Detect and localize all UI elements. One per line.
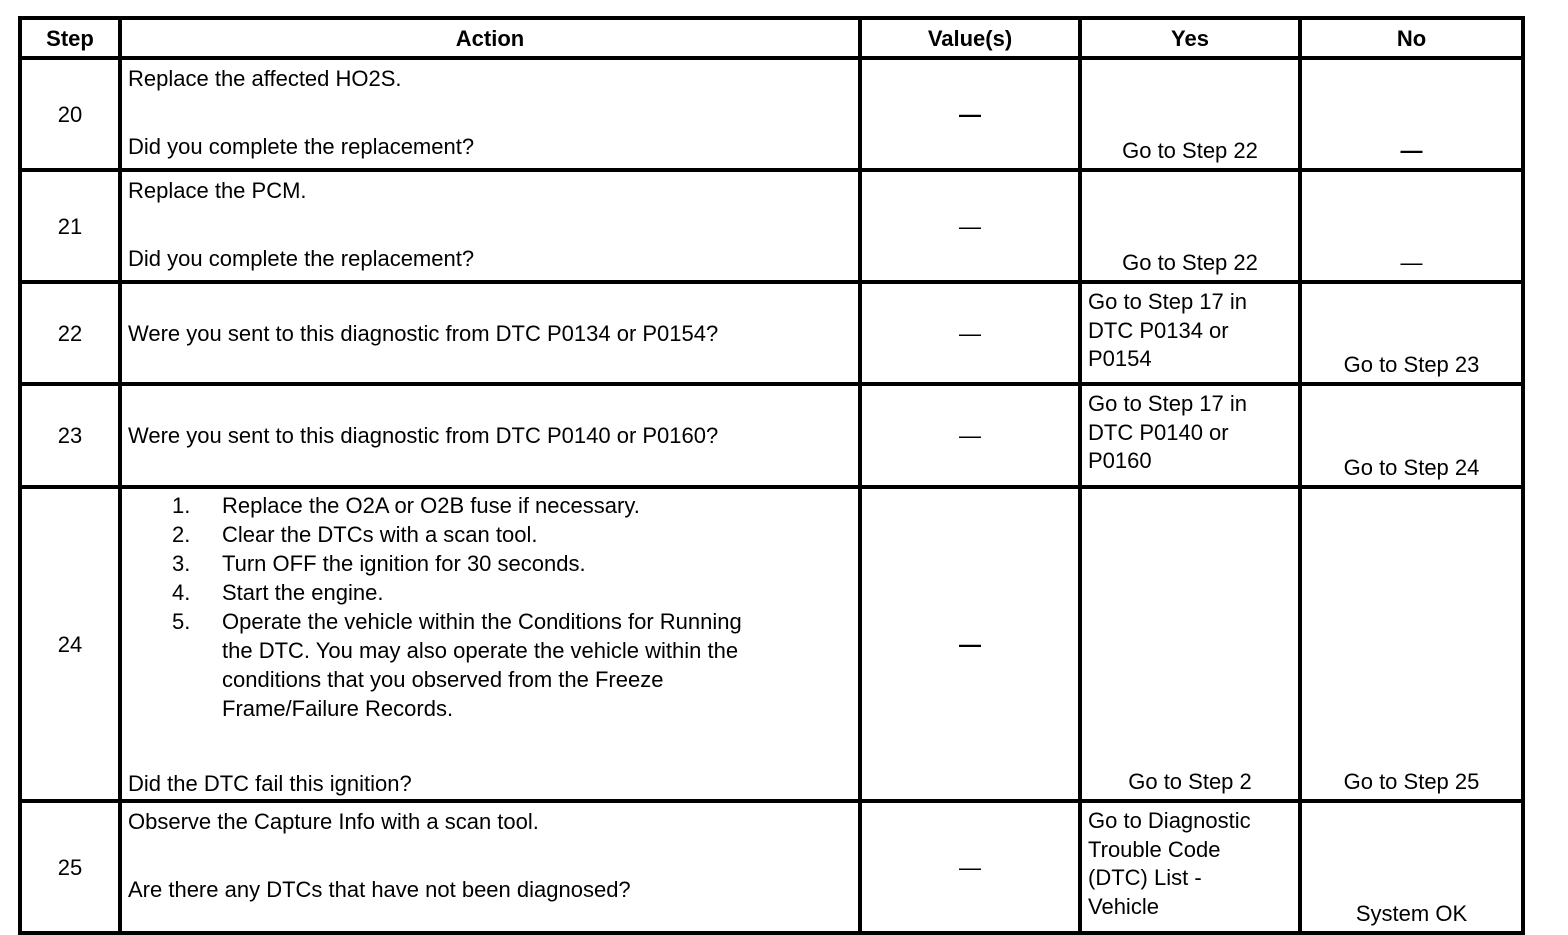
yes-text-line: P0160	[1088, 448, 1152, 473]
action-text: Replace the affected HO2S.	[128, 66, 402, 91]
list-item: 5. Operate the vehicle within the Conditions for Running the DTC. You may also operate the vehicle within the conditions that you observed from the Freeze Frame/Failure Records.	[172, 609, 742, 721]
list-item: 3. Turn OFF the ignition for 30 seconds.	[172, 551, 586, 576]
no-text: —	[1400, 138, 1423, 163]
yes-cell	[1080, 282, 1300, 384]
yes-cell	[1080, 801, 1300, 933]
yes-text: Go to Step 22	[1122, 250, 1258, 275]
yes-text-line: Go to Step 17 in	[1088, 289, 1247, 314]
value-cell: —	[860, 487, 1080, 801]
step-number: 21	[20, 170, 120, 282]
list-item: 1. Replace the O2A or O2B fuse if necessary.	[172, 493, 640, 518]
step-number: 20	[20, 58, 120, 170]
procedure-list	[122, 491, 858, 723]
no-cell	[1300, 384, 1523, 487]
yes-cell	[1080, 384, 1300, 487]
table-row	[20, 170, 1523, 282]
yes-text-line: Go to Step 17 in	[1088, 391, 1247, 416]
no-cell	[1300, 801, 1523, 933]
action-cell	[120, 170, 860, 282]
header-no: No	[1300, 18, 1523, 58]
diagnostic-table	[18, 16, 1525, 935]
yes-text-line: (DTC) List -	[1088, 865, 1202, 890]
action-question: Did the DTC fail this ignition?	[128, 771, 412, 796]
list-item: 4. Start the engine.	[172, 580, 384, 605]
yes-text: Go to Step 22	[1122, 138, 1258, 163]
action-text: Observe the Capture Info with a scan tool.	[128, 809, 539, 834]
table-row	[20, 282, 1523, 384]
no-cell	[1300, 282, 1523, 384]
no-cell	[1300, 487, 1523, 801]
step-number: 22	[20, 282, 120, 384]
no-text: System OK	[1355, 901, 1468, 926]
value-cell: —	[860, 801, 1080, 933]
table-row	[20, 801, 1523, 933]
action-question: Are there any DTCs that have not been diagnosed?	[128, 877, 631, 902]
header-step: Step	[20, 18, 120, 58]
action-question: Were you sent to this diagnostic from DTC P0140 or P0160?	[128, 423, 719, 448]
action-question: Did you complete the replacement?	[128, 134, 475, 159]
yes-cell	[1080, 58, 1300, 170]
value-cell: —	[860, 384, 1080, 487]
value-cell: —	[860, 58, 1080, 170]
value-cell: —	[860, 282, 1080, 384]
yes-text-line: Go to Diagnostic	[1088, 808, 1251, 833]
yes-cell	[1080, 487, 1300, 801]
no-text: Go to Step 25	[1343, 769, 1480, 794]
step-number: 23	[20, 384, 120, 487]
header-action: Action	[120, 18, 860, 58]
step-number: 25	[20, 801, 120, 933]
action-cell	[120, 801, 860, 933]
step-number: 24	[20, 487, 120, 801]
yes-text-line: DTC P0134 or	[1088, 317, 1229, 343]
value-cell: —	[860, 170, 1080, 282]
yes-cell	[1080, 170, 1300, 282]
yes-text: Go to Step 2	[1128, 769, 1252, 794]
yes-text-line: Vehicle	[1088, 893, 1159, 919]
header-row	[20, 18, 1523, 58]
action-cell	[120, 282, 860, 384]
action-cell	[120, 58, 860, 170]
action-text: Replace the PCM.	[128, 178, 307, 203]
table-row	[20, 487, 1523, 801]
action-cell	[120, 487, 860, 801]
no-cell	[1300, 170, 1523, 282]
no-cell	[1300, 58, 1523, 170]
no-text: Go to Step 24	[1343, 455, 1480, 480]
yes-text-line: P0154	[1088, 346, 1152, 371]
list-item: 2. Clear the DTCs with a scan tool.	[172, 522, 538, 547]
header-yes: Yes	[1080, 18, 1300, 58]
table-row	[20, 384, 1523, 487]
yes-text-line: DTC P0140 or	[1088, 419, 1229, 445]
yes-text-line: Trouble Code	[1088, 836, 1221, 862]
no-text: Go to Step 23	[1343, 352, 1480, 377]
header-values: Value(s)	[860, 18, 1080, 58]
no-text: —	[1400, 250, 1423, 275]
table-row	[20, 58, 1523, 170]
action-question: Were you sent to this diagnostic from DTC P0134 or P0154?	[128, 320, 719, 346]
action-question: Did you complete the replacement?	[128, 246, 475, 271]
action-cell	[120, 384, 860, 487]
